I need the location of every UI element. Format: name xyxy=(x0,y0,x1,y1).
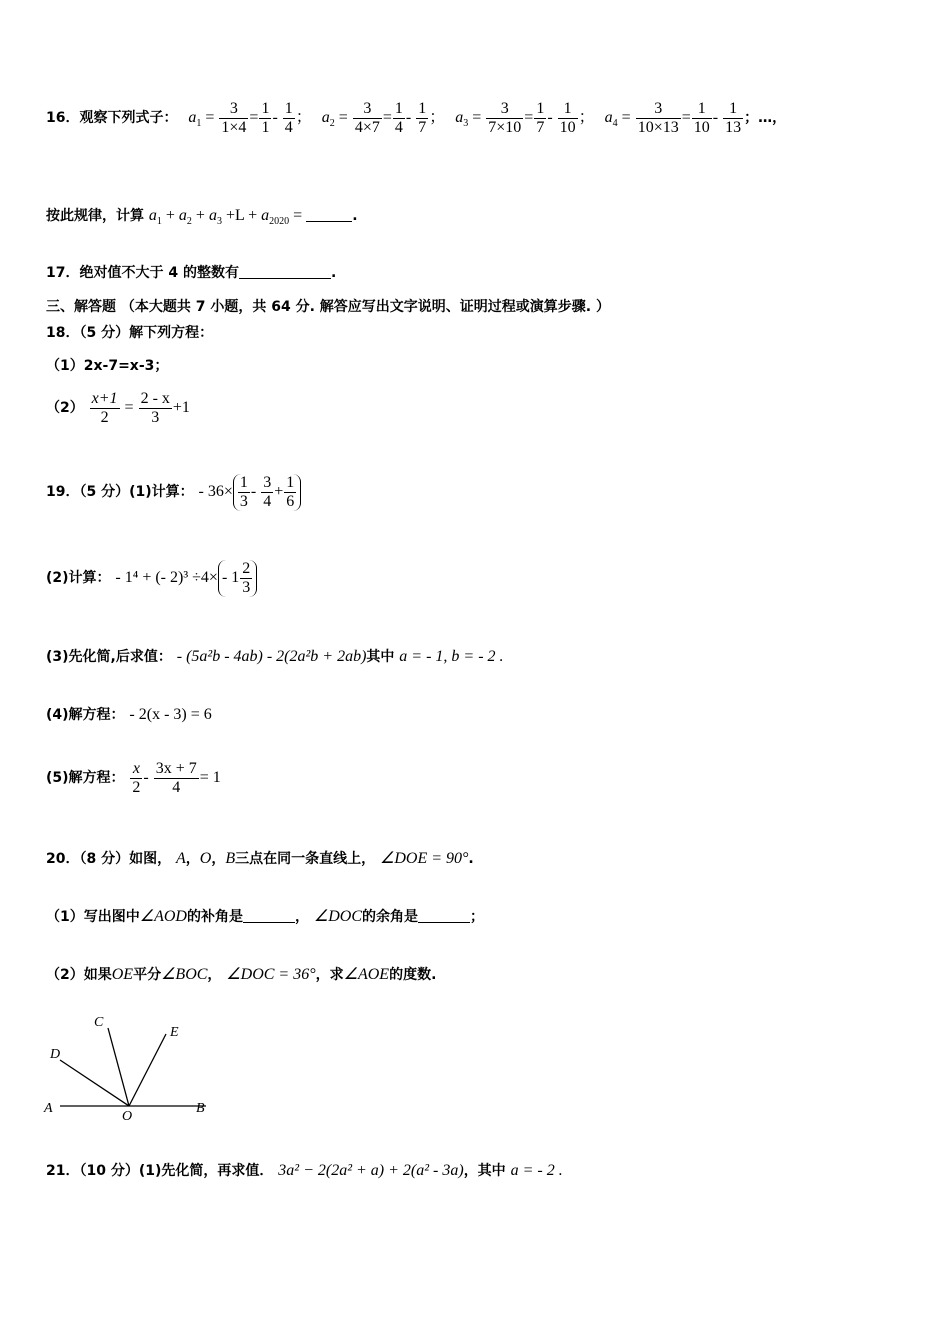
q16-a4: $a_4$ = $\frac{3}{10\times 13}$ = $\frac{1}{10}$ - $\frac{1}{13}$ xyxy=(604,100,742,136)
q20-header: 20．（8 分）如图， A，O，B三点在同一条直线上， ∠DOE = 90°. xyxy=(46,850,474,867)
q19-part4: (4)解方程： - 2(x - 3) = 6 xyxy=(46,706,212,723)
label-c: C xyxy=(94,1015,104,1030)
q19-part2: (2)计算： - 1⁴ + (- 2)³ ÷4× - 1 $\frac{2}{3}$ xyxy=(46,560,257,597)
label-a: A xyxy=(44,1101,53,1116)
label-d: D xyxy=(50,1047,61,1062)
q17-text: 17．绝对值不大于 4 的整数有 xyxy=(46,265,239,281)
q20-part2: （2）如果OE平分∠BOC， ∠DOC = 36°，求∠AOE的度数. xyxy=(46,966,437,983)
q16-sum-expression: $a_1 + a_2 + a_3 +L + a_{2020}$ = xyxy=(148,207,307,227)
q19-part5: (5)解方程： $\frac{x}{2}$ - $\frac{3x + 7}{4}$ = 1 xyxy=(46,760,221,796)
q19-part1: 19．（5 分）(1)计算： - 36× $\frac{1}{3}$ - $\frac{3}{4}$ + $\frac{1}{6}$ xyxy=(46,474,301,511)
answer-blank[interactable] xyxy=(243,908,295,923)
q19-part3: (3)先化简,后求值： - (5a²b - 4ab) - 2(2a²b + 2ab)其中 a = - 1, b = - 2 . xyxy=(46,648,504,665)
q18-part1: （1）2x-7=x-3； xyxy=(46,358,169,374)
ray-oe xyxy=(129,1034,166,1106)
label-o: O xyxy=(122,1109,133,1124)
q16-tail: ；…， xyxy=(744,110,787,127)
label-e: E xyxy=(170,1025,179,1040)
q16-a2: $a_2$ = $\frac{3}{4\times 7}$ = $\frac{1}{4}$ - $\frac{1}{7}$ ； xyxy=(321,100,450,136)
q16-line2: 按此规律，计算 $a_1 + a_2 + a_3 +L + a_{2020}$ = . xyxy=(46,207,358,227)
q18-part2: （2） $\frac{x+1}{2}$ = $\frac{2 - x}{3}$ +1 xyxy=(46,390,190,426)
angle-figure xyxy=(40,1010,220,1125)
q17: 17．绝对值不大于 4 的整数有 . xyxy=(46,265,337,281)
q16-number: 16． xyxy=(46,110,80,127)
q16-line1 xyxy=(46,100,786,137)
q16-a1: $a_1$ = $\frac{3}{1\times 4}$ = $\frac{1}{1}$ - $\frac{1}{4}$ ； xyxy=(188,100,316,136)
section-3-title: 三、解答题 （本大题共 7 小题，共 64 分. 解答应写出文字说明、证明过程或演算步骤. ） xyxy=(46,299,610,315)
q20-part1: （1）写出图中∠AOD的补角是 ， ∠DOC的余角是 ； xyxy=(46,908,484,925)
label-b: B xyxy=(196,1101,205,1116)
answer-blank[interactable] xyxy=(418,908,470,923)
q16-a3: $a_3$ = $\frac{3}{7\times 10}$ = $\frac{1}{7}$ - $\frac{1}{10}$ ； xyxy=(455,100,599,136)
q21: 21．（10 分）(1)先化简，再求值． 3a² − 2(2a² + a) + 2(a² - 3a)，其中 a = - 2 . xyxy=(46,1162,563,1179)
answer-blank[interactable] xyxy=(306,207,352,222)
answer-blank[interactable] xyxy=(239,264,331,279)
q18-header: 18．（5 分）解下列方程： xyxy=(46,325,214,341)
q16-rule-prompt: 按此规律，计算 xyxy=(46,208,144,224)
q16-prompt: 观察下列式子： xyxy=(79,110,178,127)
